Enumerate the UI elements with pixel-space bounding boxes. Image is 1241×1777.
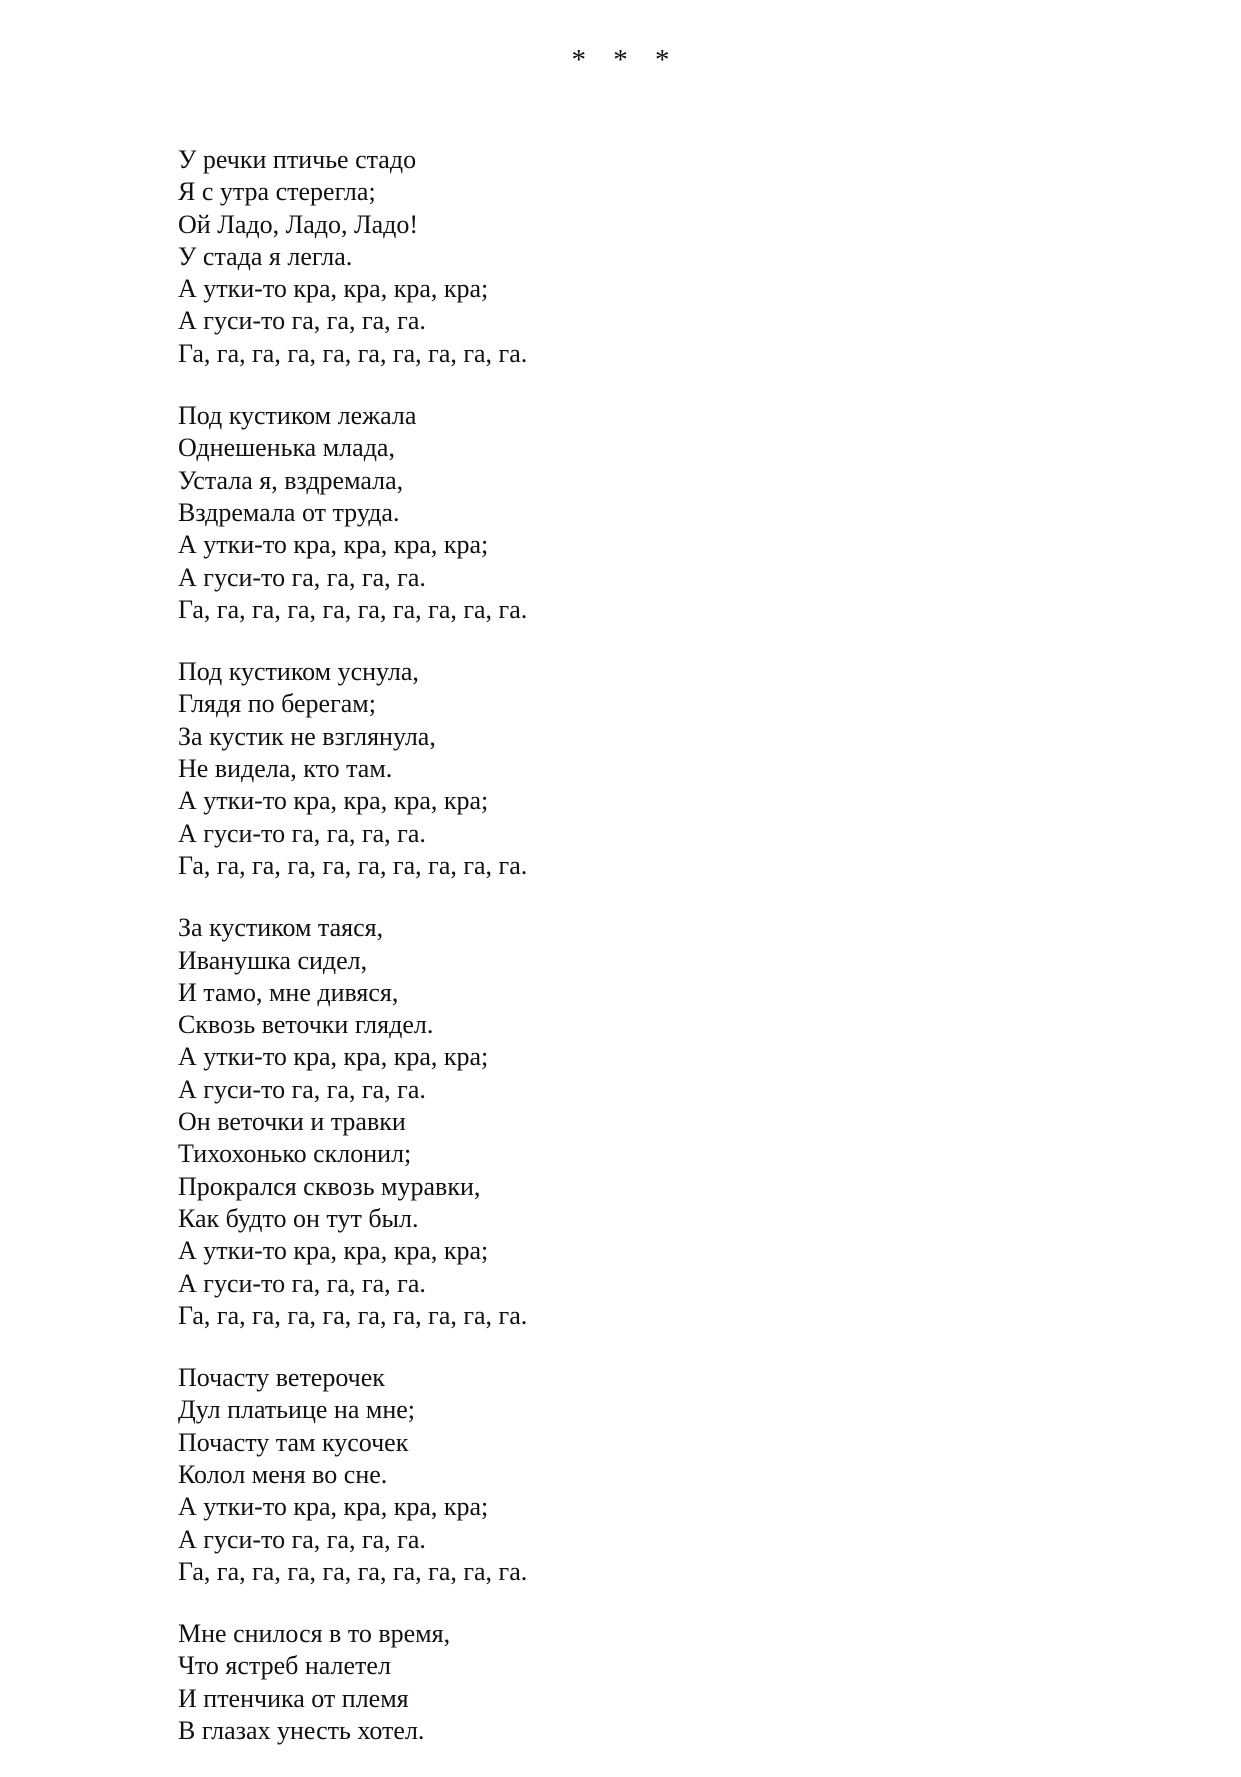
- stanza-4: [178, 912, 1178, 1332]
- stanza-1: [178, 144, 1178, 370]
- poem-line: В глазах унесть хотел.: [178, 1716, 425, 1746]
- poem-line: А гуси-то га, га, га, га.: [178, 306, 426, 336]
- poem-body: [178, 144, 1178, 1777]
- poem-line: Га, га, га, га, га, га, га, га, га, га.: [178, 1556, 528, 1586]
- poem-line: Га, га, га, га, га, га, га, га, га, га.: [178, 1300, 528, 1330]
- poem-line: А гуси-то га, га, га, га.: [178, 1524, 426, 1554]
- poem-line: Однешенька млада,: [178, 433, 395, 463]
- poem-line: Иванушка сидел,: [178, 945, 368, 975]
- poem-line: Почасту ветерочек: [178, 1363, 385, 1393]
- poem-line: У речки птичье стадо: [178, 145, 417, 174]
- poem-line: А утки-то кра, кра, кра, кра;: [178, 786, 489, 816]
- stanza-6: [178, 1618, 1178, 1747]
- poem-line: Колол меня во сне.: [178, 1459, 388, 1489]
- poem-line: За кустиком таяся,: [178, 913, 384, 943]
- poem-line: Глядя по берегам;: [178, 689, 376, 719]
- poem-line: А гуси-то га, га, га, га.: [178, 1074, 426, 1104]
- stanza-5: [178, 1362, 1178, 1588]
- stanza-3: [178, 656, 1178, 882]
- poem-line: Га, га, га, га, га, га, га, га, га, га.: [178, 594, 528, 624]
- poem-line: Дул платьице на мне;: [178, 1395, 415, 1425]
- poem-line: Сквозь веточки глядел.: [178, 1010, 434, 1040]
- poem-line: А утки-то кра, кра, кра, кра;: [178, 274, 489, 304]
- poem-line: Не видела, кто там.: [178, 754, 393, 784]
- poem-line: Ой Ладо, Ладо, Ладо!: [178, 209, 419, 239]
- poem-line: У стада я легла.: [178, 241, 353, 271]
- poem-title: * * *: [571, 44, 680, 76]
- poem-line: Я с утра стерегла;: [178, 177, 376, 207]
- poem-line: Вздремала от труда.: [178, 497, 400, 527]
- poem-line: Как будто он тут был.: [178, 1203, 419, 1233]
- poem-line: А гуси-то га, га, га, га.: [178, 562, 426, 592]
- poem-line: Га, га, га, га, га, га, га, га, га, га.: [178, 338, 528, 368]
- poem-line: Под кустиком лежала: [178, 401, 417, 431]
- poem-line: Мне снилося в то время,: [178, 1619, 451, 1649]
- poem-line: А гуси-то га, га, га, га.: [178, 1268, 426, 1298]
- poem-line: Под кустиком уснула,: [178, 657, 419, 687]
- poem-line: А утки-то кра, кра, кра, кра;: [178, 1492, 489, 1522]
- poem-line: А гуси-то га, га, га, га.: [178, 818, 426, 848]
- poem-line: За кустик не взглянула,: [178, 721, 436, 751]
- stanza-2: [178, 400, 1178, 626]
- poem-line: Га, га, га, га, га, га, га, га, га, га.: [178, 850, 528, 880]
- poem-line: И птенчика от племя: [178, 1683, 409, 1713]
- poem-line: Что ястреб налетел: [178, 1651, 391, 1681]
- poem-line: Тихохонько склонил;: [178, 1139, 412, 1169]
- poem-line: Он веточки и травки: [178, 1107, 406, 1137]
- poem-line: А утки-то кра, кра, кра, кра;: [178, 530, 489, 560]
- poem-line: И тамо, мне дивяся,: [178, 977, 399, 1007]
- poem-line: А утки-то кра, кра, кра, кра;: [178, 1236, 489, 1266]
- poem-line: Прокрался сквозь муравки,: [178, 1171, 481, 1201]
- poem-line: А утки-то кра, кра, кра, кра;: [178, 1042, 489, 1072]
- poem-line: Устала я, вздремала,: [178, 465, 404, 495]
- poem-line: Почасту там кусочек: [178, 1427, 409, 1457]
